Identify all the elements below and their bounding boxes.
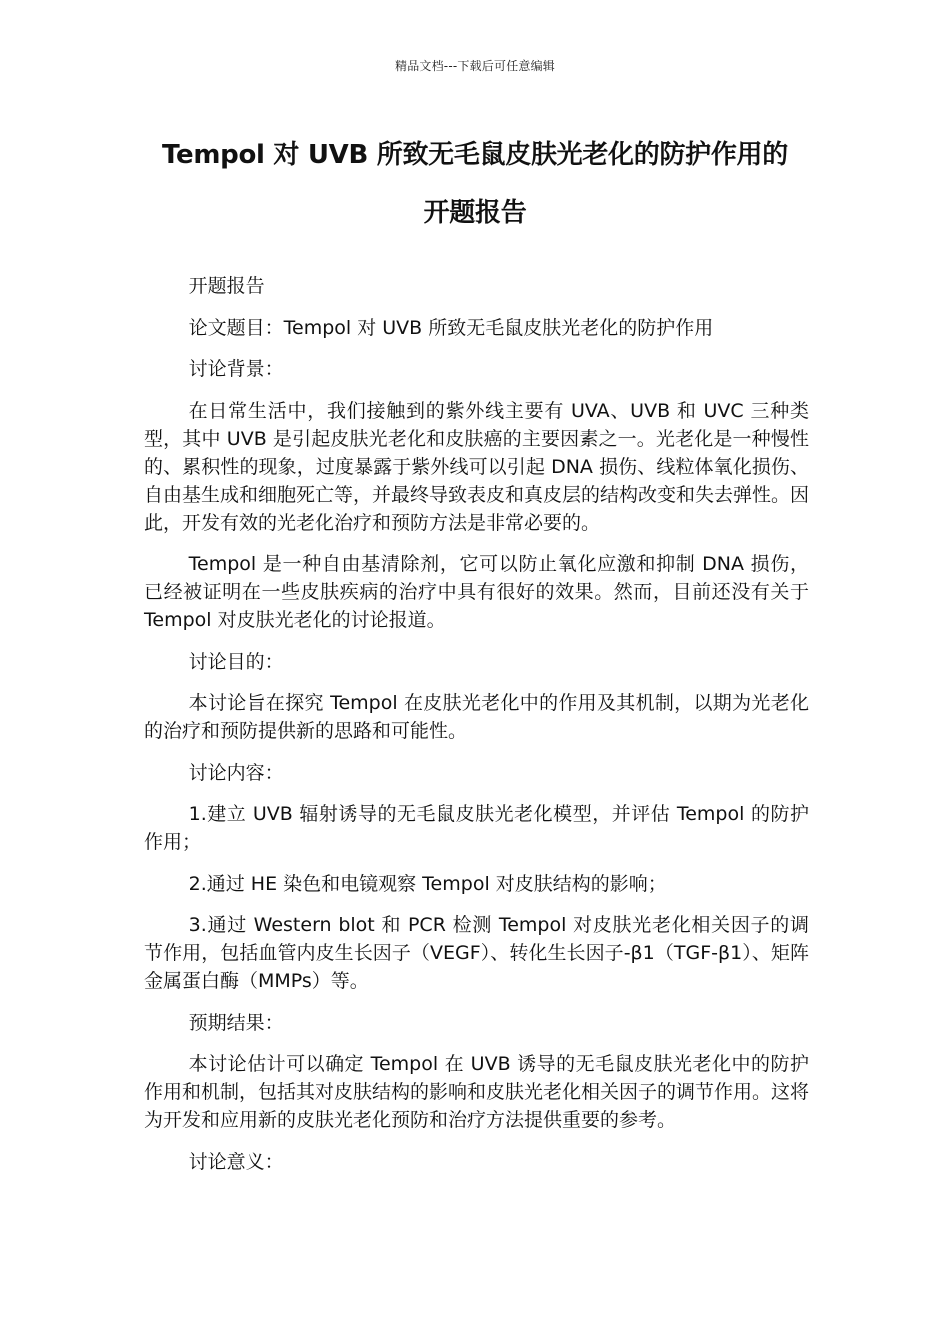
section-label-expected-results: 预期结果： xyxy=(188,1011,284,1034)
thesis-topic: 论文题目：Tempol 对 UVB 所致无毛鼠皮肤光老化的防护作用 xyxy=(188,316,714,339)
section-label-purpose: 讨论目的： xyxy=(188,650,284,673)
content-item-1: 1.建立 UVB 辐射诱导的无毛鼠皮肤光老化模型，并评估 Tempol 的防护作用； xyxy=(144,803,809,853)
section-label-significance: 讨论意义： xyxy=(188,1150,284,1173)
background-paragraph-2: Tempol 是一种自由基清除剂，它可以防止氧化应激和抑制 DNA 损伤，已经被证明在一些皮肤疾病的治疗中具有很好的效果。然而，目前还没有关于 Tempol 对皮肤光老化的讨论报道。 xyxy=(144,553,809,631)
title-line-1: Tempol 对 UVB 所致无毛鼠皮肤光老化的防护作用的 xyxy=(162,140,788,170)
section-label-report: 开题报告 xyxy=(188,275,265,297)
section-label-content: 讨论内容： xyxy=(188,761,284,784)
content-item-3: 3.通过 Western blot 和 PCR 检测 Tempol 对皮肤光老化相关因子的调节作用，包括血管内皮生长因子（VEGF）、转化生长因子-β1（TGF-β1）、矩阵金属蛋白酶（MMPs）等。 xyxy=(144,914,809,992)
content-item-2: 2.通过 HE 染色和电镜观察 Tempol 对皮肤结构的影响； xyxy=(188,872,667,895)
purpose-paragraph: 本讨论旨在探究 Tempol 在皮肤光老化中的作用及其机制，以期为光老化的治疗和预防提供新的思路和可能性。 xyxy=(144,692,809,742)
expected-results-paragraph: 本讨论估计可以确定 Tempol 在 UVB 诱导的无毛鼠皮肤光老化中的防护作用和机制，包括其对皮肤结构的影响和皮肤光老化相关因子的调节作用。这将为开发和应用新的皮肤光老化预防和治疗方法提供重要的参考。 xyxy=(144,1053,810,1131)
section-label-background: 讨论背景： xyxy=(188,358,284,380)
document-title xyxy=(110,126,840,242)
background-paragraph-1: 在日常生活中，我们接触到的紫外线主要有 UVA、UVB 和 UVC 三种类型，其中 UVB 是引起皮肤光老化和皮肤癌的主要因素之一。光老化是一种慢性的、累积性的现象，过度暴露于紫外线可以引起 DNA 损伤、线粒体氧化损伤、自由基生成和细胞死亡等，并最终导致表皮和真皮层的结构改变和失去弹性。因此，开发有效的光老化治疗和预防方法是非常必要的。 xyxy=(144,399,810,534)
title-line-2: 开题报告 xyxy=(423,198,527,228)
page-header: 精品文档---下载后可任意编辑 xyxy=(395,59,555,73)
document-body xyxy=(144,272,809,1189)
